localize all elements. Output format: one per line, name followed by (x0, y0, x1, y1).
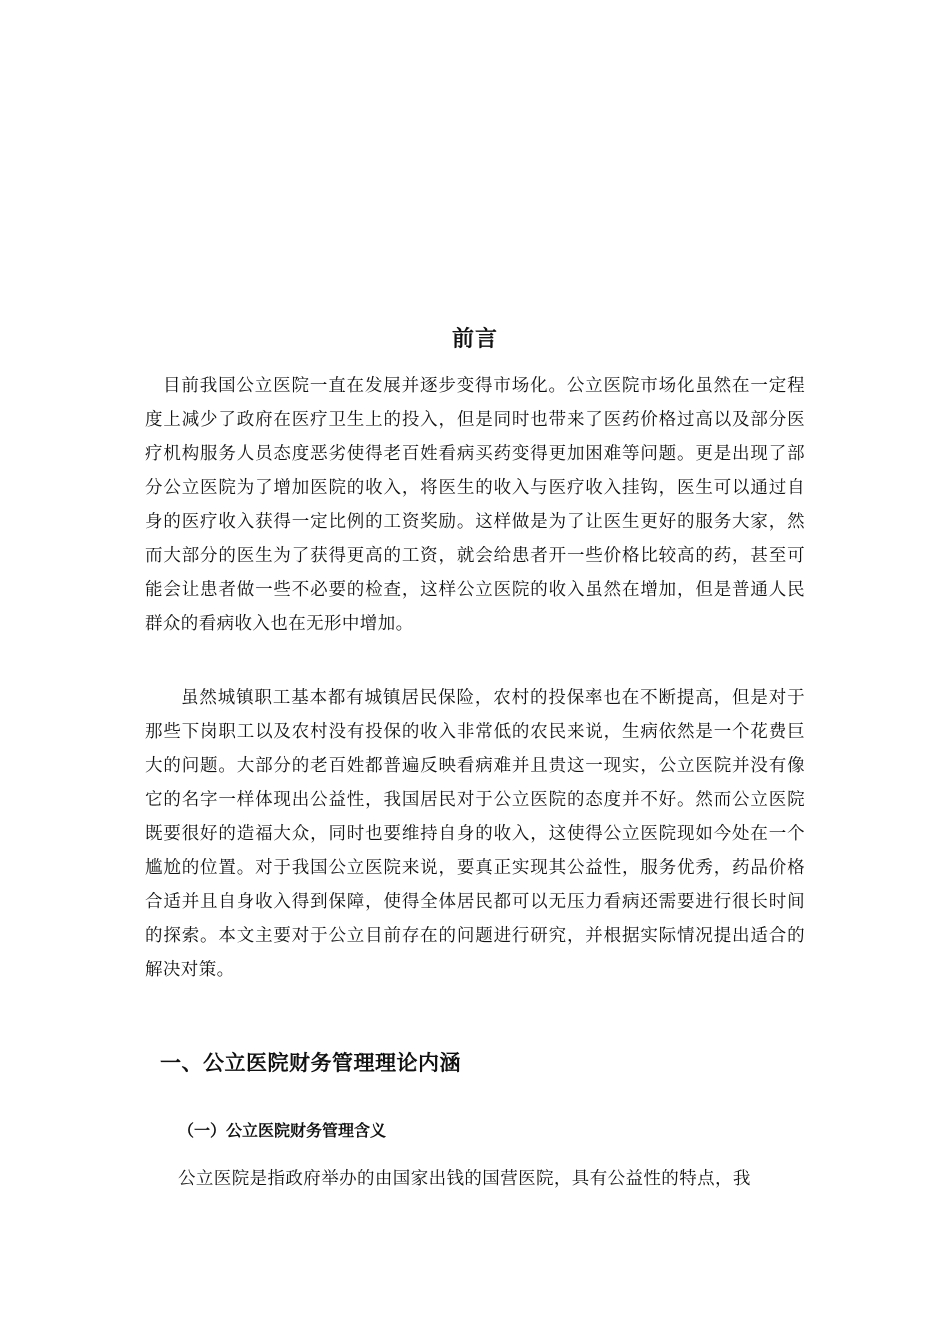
body-paragraph: 目前我国公立医院一直在发展并逐步变得市场化。公立医院市场化虽然在一定程度上减少了政府在医疗卫生上的投入，但是同时也带来了医药价格过高以及部分医疗机构服务人员态度恶劣使得老百姓看病买药变得更加困难等问题。更是出现了部分公立医院为了增加医院的收入，将医生的收入与医疗收入挂钩，医生可以通过自身的医疗收入获得一定比例的工资奖励。这样做是为了让医生更好的服务大家，然而大部分的医生为了获得更高的工资，就会给患者开一些价格比较高的药，甚至可能会让患者做一些不必要的检查，这样公立医院的收入虽然在增加，但是普通人民群众的看病收入也在无形中增加。 (145, 376, 805, 634)
subsection-heading: （一）公立医院财务管理含义 (178, 1121, 387, 1140)
body-paragraph: 虽然城镇职工基本都有城镇居民保险，农村的投保率也在不断提高，但是对于那些下岗职工以及农村没有投保的收入非常低的农民来说，生病依然是一个花费巨大的问题。大部分的老百姓都普遍反映看病难并且贵这一现实，公立医院并没有像它的名字一样体现出公益性，我国居民对于公立医院的态度并不好。然而公立医院既要很好的造福大众，同时也要维持自身的收入，这使得公立医院现如今处在一个尴尬的位置。对于我国公立医院来说，要真正实现其公益性，服务优秀，药品价格合适并且自身收入得到保障，使得全体居民都可以无压力看病还需要进行很长时间的探索。本文主要对于公立目前存在的问题进行研究，并根据实际情况提出适合的解决对策。 (145, 688, 805, 980)
body-paragraph: 公立医院是指政府举办的由国家出钱的国营医院，具有公益性的特点，我 (178, 1169, 751, 1189)
section-heading: 一、公立医院财务管理理论内涵 (160, 1051, 461, 1075)
preface-title: 前言 (451, 327, 498, 353)
